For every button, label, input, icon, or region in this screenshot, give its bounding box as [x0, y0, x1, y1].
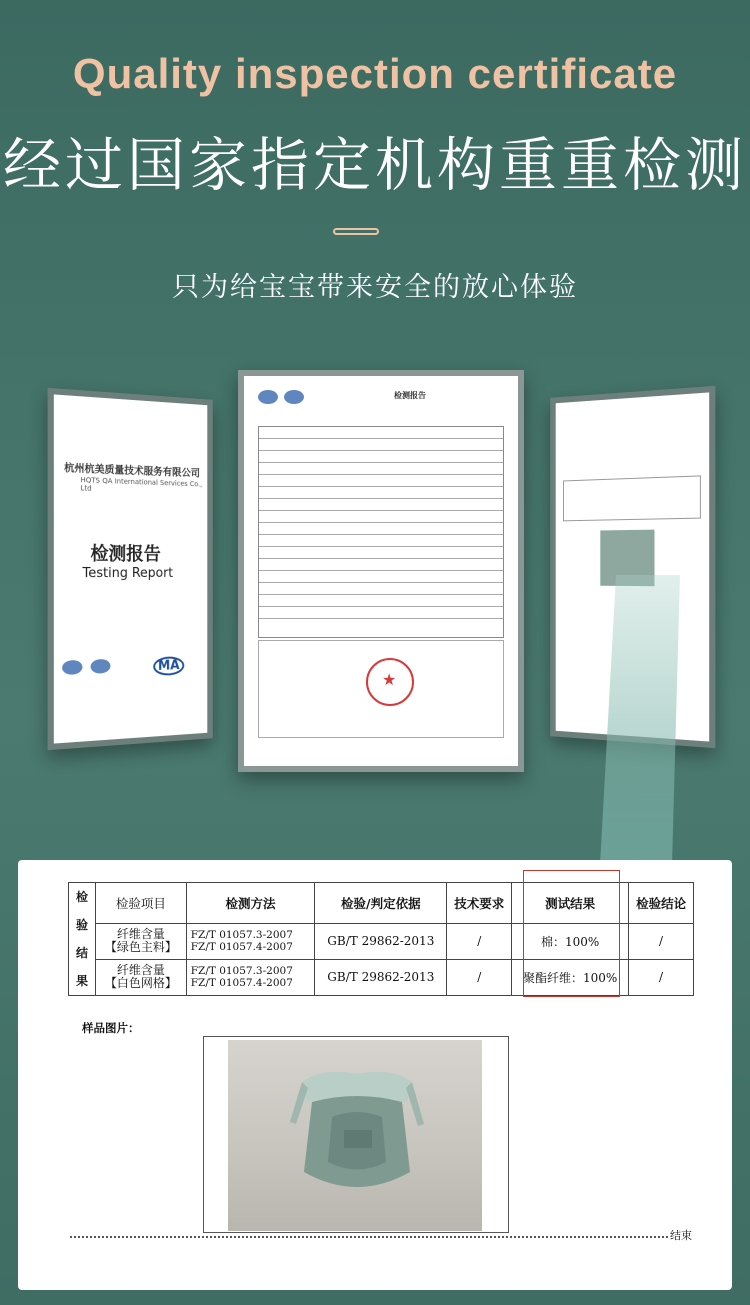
method-cell: FZ/T 01057.3-2007 FZ/T 01057.4-2007	[186, 959, 315, 995]
report-title: 检测报告	[394, 391, 426, 400]
sample-photo-frame	[203, 1036, 509, 1233]
sample-label: 样品图片：	[82, 1021, 140, 1035]
title-cn: 经过国家指定机构重重检测	[2, 131, 747, 199]
certificate-report-frame	[238, 370, 524, 772]
conclusion-cell: /	[629, 923, 694, 959]
cover-logos	[62, 659, 110, 675]
ilac-logo-icon	[62, 660, 82, 675]
end-label: 结束	[670, 1229, 692, 1242]
cover-report-title: 检测报告	[90, 543, 161, 566]
sample-page-table	[563, 475, 701, 521]
end-divider	[70, 1236, 668, 1238]
item-cell: 纤维含量 【白色网格】	[96, 959, 187, 995]
header-item: 检验项目	[96, 883, 187, 924]
baby-carrier-icon	[282, 1062, 432, 1212]
ma-logo: MA	[153, 656, 184, 676]
result-highlight-box	[523, 870, 620, 997]
item-cell: 纤维含量 【绿色主料】	[96, 923, 187, 959]
results-panel	[18, 860, 732, 1290]
divider-pill	[333, 228, 379, 235]
results-group-label: 检 验 结 果	[69, 883, 96, 996]
result-cell: 聚酯纤维：100%	[512, 959, 629, 995]
header-method: 检测方法	[186, 883, 315, 924]
subtitle: 只为给宝宝带来安全的放心体验	[172, 272, 578, 303]
requirement-cell: /	[447, 923, 512, 959]
basis-cell: GB/T 29862-2013	[315, 959, 447, 995]
requirement-cell: /	[447, 959, 512, 995]
sample-photo	[228, 1040, 482, 1231]
conclusion-cell: /	[629, 959, 694, 995]
report-info-table	[258, 426, 504, 638]
ilac-logo-icon	[258, 390, 278, 404]
cnas-logo-icon	[284, 390, 304, 404]
cover-company-name-en: HQTS QA International Services Co., Ltd	[80, 476, 203, 493]
cover-company-name: 杭州杭美质量技术服务有限公司	[64, 463, 200, 480]
cover-report-title-en: Testing Report	[82, 565, 174, 582]
header-requirement: 技术要求	[447, 883, 512, 924]
header-basis: 检验/判定依据	[315, 883, 447, 924]
cnas-logo-icon	[91, 659, 111, 674]
header-result: 测试结果	[512, 883, 629, 924]
result-cell: 棉：100%	[512, 923, 629, 959]
method-cell: FZ/T 01057.3-2007 FZ/T 01057.4-2007	[186, 923, 315, 959]
official-stamp-icon	[366, 658, 414, 706]
certificate-cover-frame	[48, 388, 213, 750]
header-conclusion: 检验结论	[629, 883, 694, 924]
basis-cell: GB/T 29862-2013	[315, 923, 447, 959]
report-header-logos	[258, 384, 504, 410]
title-en: Quality inspection certificate	[72, 50, 678, 97]
